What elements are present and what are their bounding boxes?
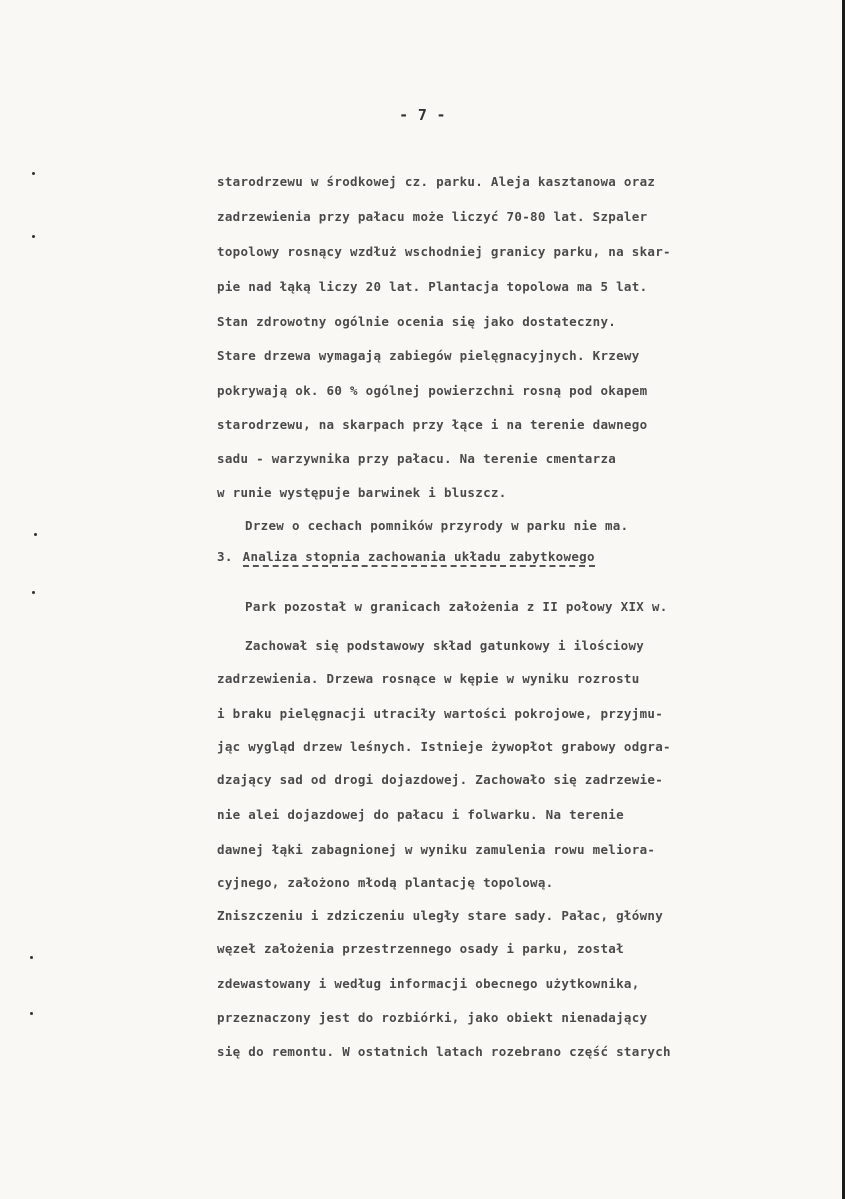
text-line: dawnej łąki zabagnionej w wyniku zamulenia rowu meliora- [217, 842, 656, 857]
text-line: zadrzewienia przy pałacu może liczyć 70-80 lat. Szpaler [217, 209, 648, 224]
text-line: się do remontu. W ostatnich latach rozebrano część starych [217, 1044, 671, 1059]
text-line: i braku pielęgnacji utraciły wartości pokrojowe, przyjmu- [217, 706, 664, 721]
text-line: nie alei dojazdowej do pałacu i folwarku. Na terenie [217, 807, 624, 822]
text-line: w runie występuje barwinek i bluszcz. [217, 485, 507, 500]
text-line: starodrzewu, na skarpach przy łące i na terenie dawnego [217, 417, 648, 432]
margin-dot [30, 1012, 33, 1015]
text-line: pokrywają ok. 60 % ogólnej powierzchni rosną pod okapem [217, 383, 648, 398]
text-line: zdewastowany i według informacji obecnego użytkownika, [217, 976, 640, 991]
margin-dot [32, 235, 35, 238]
text-line: Drzew o cechach pomników przyrody w parku nie ma. [245, 518, 629, 533]
text-line: jąc wygląd drzew leśnych. Istnieje żywopłot grabowy odgra- [217, 739, 671, 754]
text-line: dzający sad od drogi dojazdowej. Zachowało się zadrzewie- [217, 772, 664, 787]
text-line: Park pozostał w granicach założenia z II połowy XIX w. [245, 599, 668, 614]
text-line: Zniszczeniu i zdziczeniu uległy stare sady. Pałac, główny [217, 908, 664, 923]
text-line: pie nad łąką liczy 20 lat. Plantacja topolowa ma 5 lat. [217, 279, 648, 294]
margin-dot [34, 533, 37, 536]
text-line: topolowy rosnący wzdłuż wschodniej granicy parku, na skar- [217, 244, 671, 259]
page-number: - 7 - [399, 106, 446, 124]
section-heading [217, 549, 595, 567]
text-line: węzeł założenia przestrzennego osady i parku, został [217, 941, 624, 956]
section-number: 3. [217, 549, 233, 564]
text-line: przeznaczony jest do rozbiórki, jako obiekt nienadający [217, 1010, 648, 1025]
margin-dot [32, 591, 35, 594]
text-line: cyjnego, założono młodą plantację topolową. [217, 875, 554, 890]
margin-dot [30, 956, 33, 959]
text-line: starodrzewu w środkowej cz. parku. Aleja kasztanowa oraz [217, 174, 656, 189]
section-title: Analiza stopnia zachowania układu zabytkowego [243, 549, 595, 567]
text-line: sadu - warzywnika przy pałacu. Na terenie cmentarza [217, 451, 617, 466]
margin-dot [32, 172, 35, 175]
text-line: Stan zdrowotny ogólnie ocenia się jako dostateczny. [217, 314, 617, 329]
text-line: Stare drzewa wymagają zabiegów pielęgnacyjnych. Krzewy [217, 348, 640, 363]
text-line: Zachował się podstawowy skład gatunkowy i ilościowy [245, 638, 645, 653]
text-line: zadrzewienia. Drzewa rosnące w kępie w wyniku rozrostu [217, 671, 640, 686]
